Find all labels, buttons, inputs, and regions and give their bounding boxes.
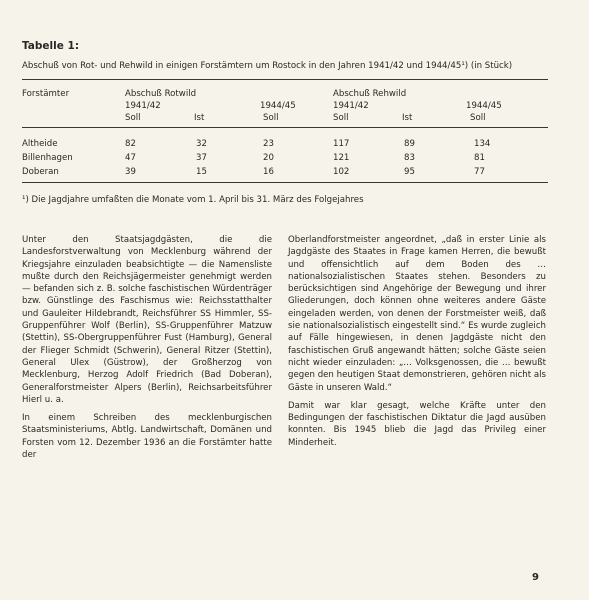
header-group-rehwild: Abschuß Rehwild xyxy=(333,89,407,99)
cell-reh-ist: 83 xyxy=(404,153,415,163)
cell-rot-ist: 15 xyxy=(196,167,207,177)
header-reh-year-1944: 1944/45 xyxy=(466,101,502,111)
header-rot-ist-1941: Ist xyxy=(194,113,205,123)
right-text-column xyxy=(288,234,546,455)
cell-rot-1944: 23 xyxy=(263,139,274,149)
paragraph: Oberlandforstmeister angeordnet, „daß in erster Linie als Jagdgäste des Staates in Frage kamen Herren, die bewußt und offensichtlich auf dem Boden des … nationalsozialistischen Staates stehen. Besonders zu berücksichtigen sind Angehörige der Bewegung und ihrer Gliederungen, doch können ohne weiteres andere Gäste eingeladen werden, von denen der Forstmeister weiß, daß sie nationalsozialistisch eingestellt sind.“ Es wurde zugleich auf Fälle hingewiesen, in denen Jagdgäste nicht den faschistischen Gruß angewandt hätten; solche Gäste seien nicht wieder einzuladen: „… Volksgenossen, die … bewußt gegen den heutigen Staat demonstrieren, gehören nicht als Gäste in unseren Wald.“ xyxy=(288,235,546,393)
header-group-rotwild: Abschuß Rotwild xyxy=(125,89,197,99)
table-bottom-rule xyxy=(22,182,548,183)
paragraph: In einem Schreiben des mecklenburgischen Staatsministeriums, Abtlg. Landwirtschaft, Domänen und Forsten vom 12. Dezember 1936 an die Forstämter hatte der xyxy=(22,413,272,461)
header-rot-year-1944: 1944/45 xyxy=(260,101,296,111)
header-reh-year-1941: 1941/42 xyxy=(333,101,369,111)
paragraph: Unter den Staatsjagdgästen, die die Landesforstverwaltung von Mecklenburg während der Kriegsjahre einzuladen beabsichtigte — die Namensliste mußte durch den Reichsjägermeister genehmigt werden — befanden sich z. B. solche faschistischen Würdenträger bzw. Günstlinge des Faschismus wie: Reichsstatthalter und Gauleiter Hildebrandt, Reichsführer SS Himmler, SS-Gruppenführer Wolf (Berlin), SS-Gruppenführer Matzuw (Stettin), SS-Obergruppenführer Fust (Hamburg), General der Flieger Schmidt (Schwerin), General Ritzer (Stettin), General Ulex (Güstrow), der Großherzog von Mecklenburg, Herzog Adolf Friedrich (Bad Doberan), Generalforstmeister Alpers (Berlin), Reichsarbeitsführer Hierl u. a. xyxy=(22,235,272,405)
header-reh-soll-1941: Soll xyxy=(333,113,349,123)
header-rot-soll-1944: Soll xyxy=(263,113,279,123)
header-rot-soll-1941: Soll xyxy=(125,113,141,123)
cell-reh-ist: 95 xyxy=(404,167,415,177)
cell-reh-1944: 77 xyxy=(474,167,485,177)
left-text-column xyxy=(22,234,272,467)
row-name: Altheide xyxy=(22,139,58,149)
cell-rot-soll: 39 xyxy=(125,167,136,177)
header-reh-soll-1944: Soll xyxy=(470,113,486,123)
paragraph: Damit war klar gesagt, welche Kräfte unter den Bedingungen der faschistischen Diktatur die Jagd ausüben konnten. Bis 1945 blieb die Jagd das Privileg einer Minderheit. xyxy=(288,400,546,448)
row-name: Doberan xyxy=(22,167,59,177)
table-header-rule xyxy=(22,127,548,128)
cell-reh-ist: 89 xyxy=(404,139,415,149)
table-top-rule xyxy=(22,79,548,80)
cell-reh-soll: 121 xyxy=(333,153,350,163)
cell-reh-1944: 134 xyxy=(474,139,491,149)
cell-rot-1944: 16 xyxy=(263,167,274,177)
cell-reh-soll: 102 xyxy=(333,167,350,177)
cell-reh-1944: 81 xyxy=(474,153,485,163)
table-footnote: ¹) Die Jagdjahre umfaßten die Monate vom 1. April bis 31. März des Folgejahres xyxy=(22,195,364,205)
cell-rot-soll: 47 xyxy=(125,153,136,163)
cell-rot-soll: 82 xyxy=(125,139,136,149)
header-reh-ist-1941: Ist xyxy=(402,113,413,123)
header-forstaemter: Forstämter xyxy=(22,89,70,99)
cell-rot-1944: 20 xyxy=(263,153,274,163)
table-caption: Abschuß von Rot- und Rehwild in einigen Forstämtern um Rostock in den Jahren 1941/42 und 1944/45¹) (in Stück) xyxy=(22,61,513,71)
cell-rot-ist: 37 xyxy=(196,153,207,163)
row-name: Billenhagen xyxy=(22,153,73,163)
table-title: Tabelle 1: xyxy=(22,40,80,52)
cell-reh-soll: 117 xyxy=(333,139,350,149)
header-rot-year-1941: 1941/42 xyxy=(125,101,161,111)
page-number: 9 xyxy=(532,572,539,583)
cell-rot-ist: 32 xyxy=(196,139,207,149)
